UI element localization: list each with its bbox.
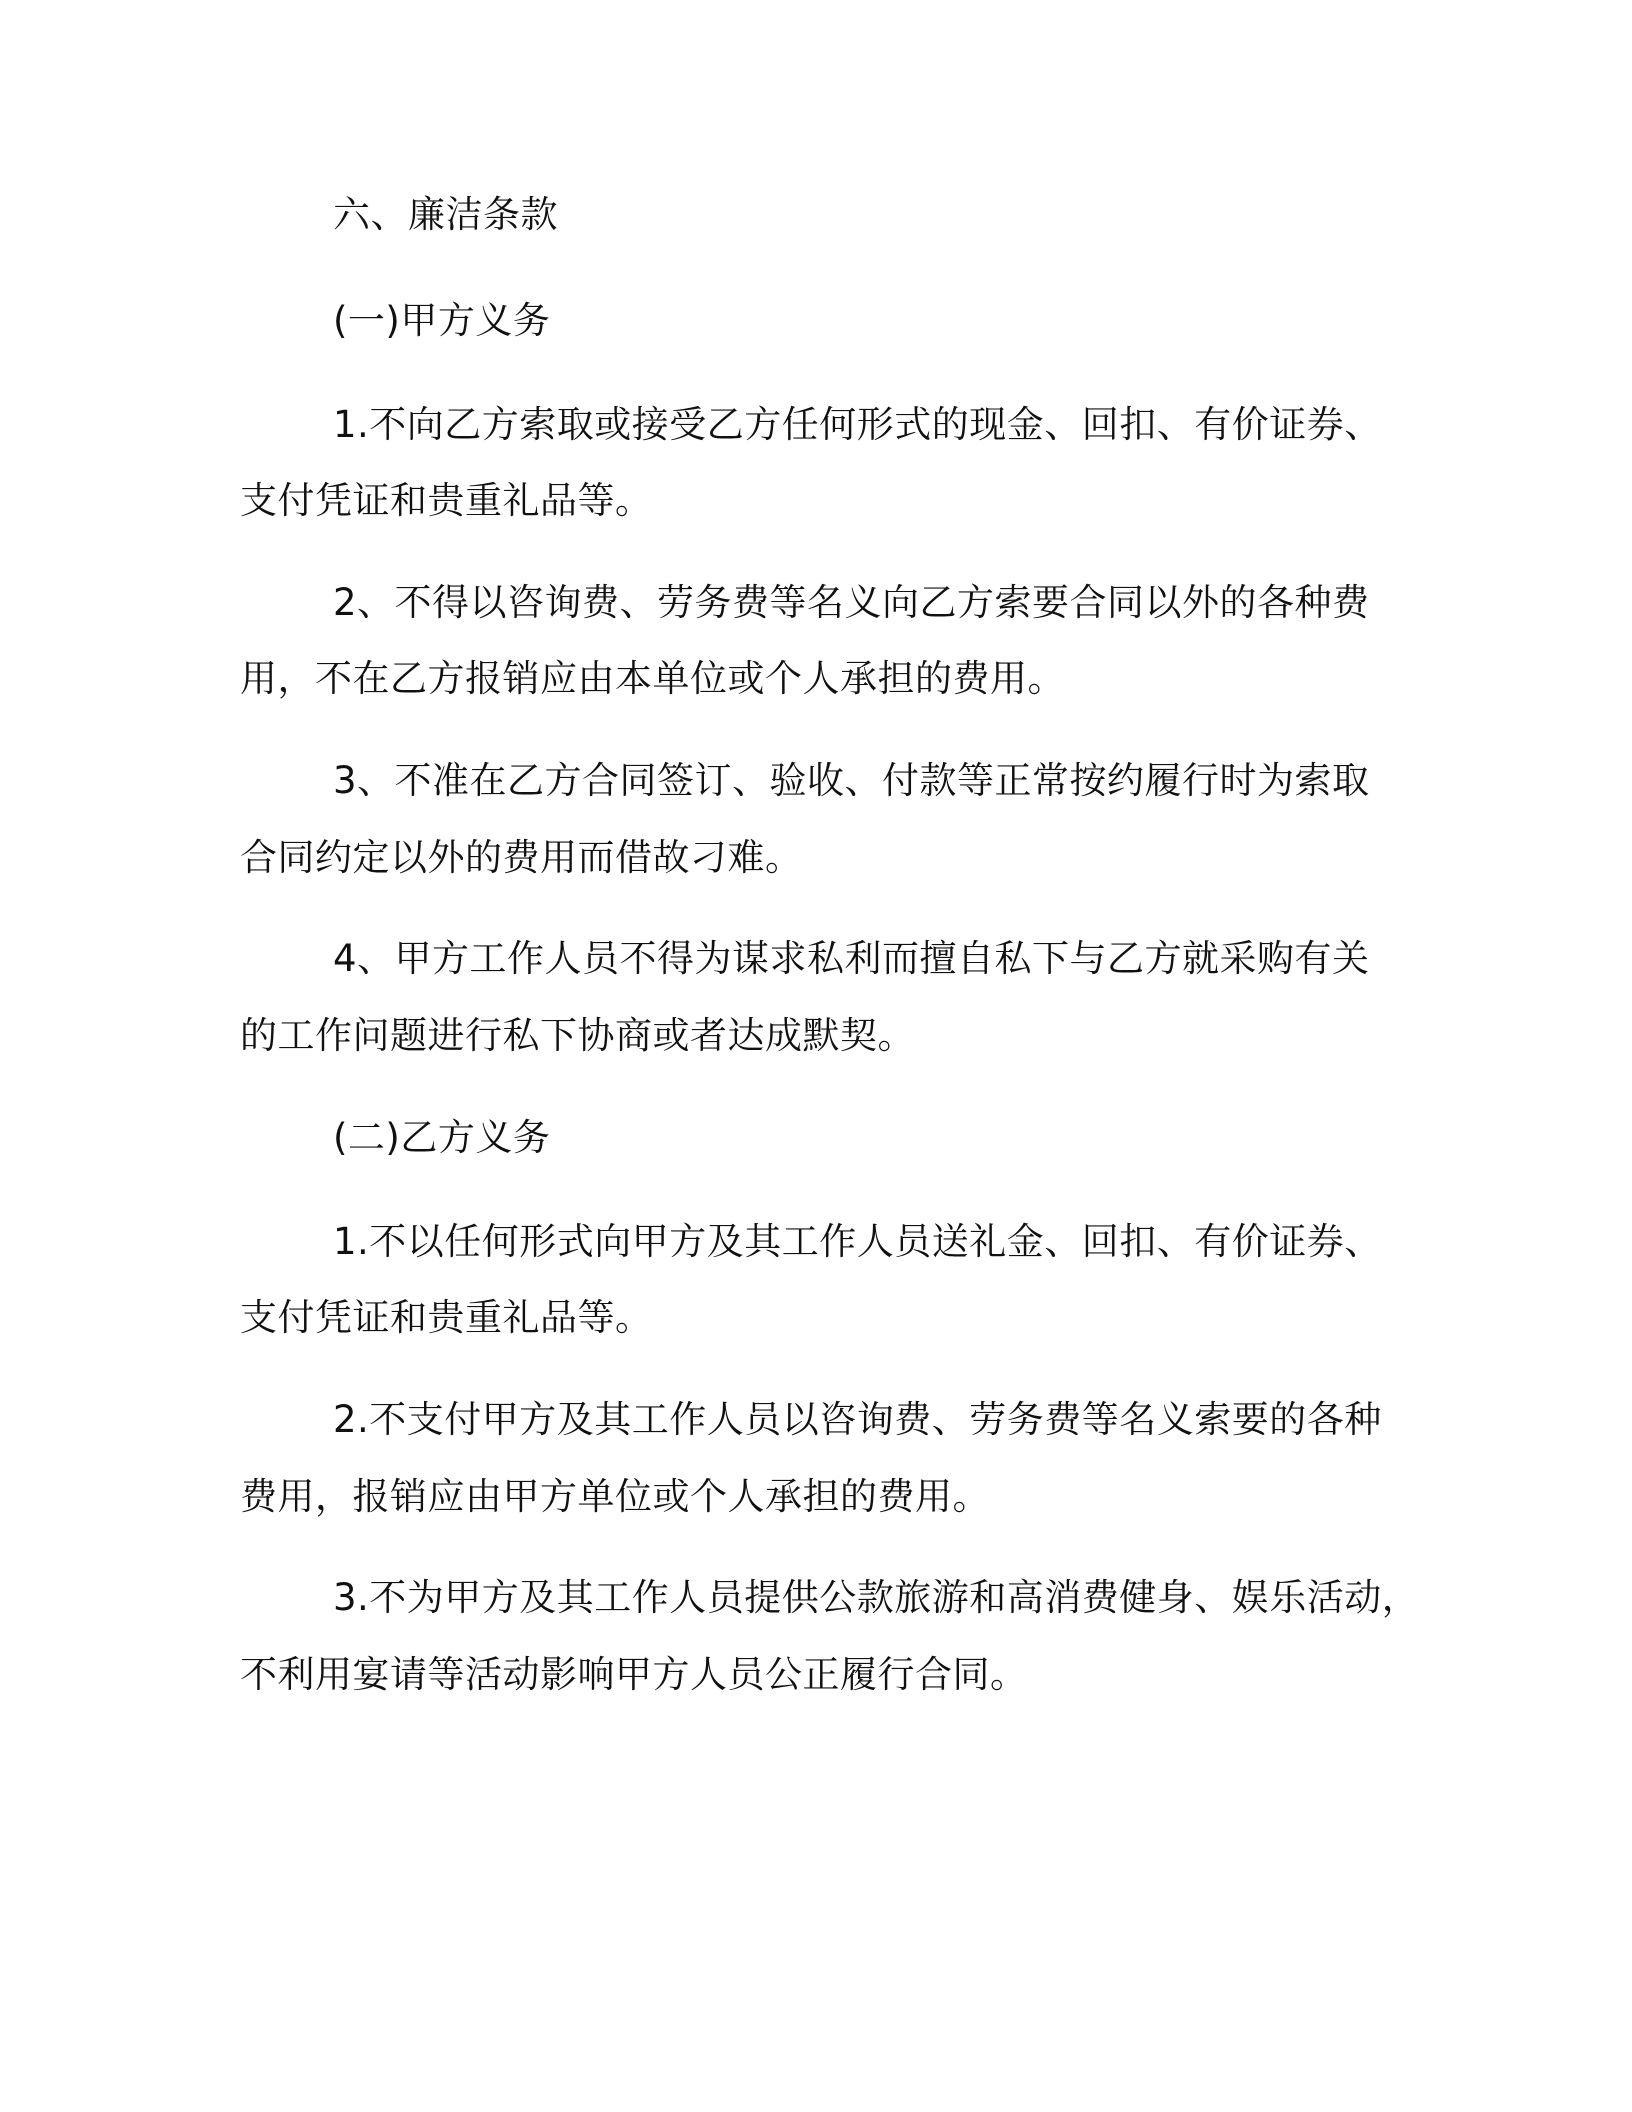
party-a-item-1-line-2: 支付凭证和贵重礼品等。	[240, 479, 653, 522]
party-b-item-3-line-2: 不利用宴请等活动影响甲方人员公正履行合同。	[240, 1653, 1028, 1696]
party-a-item-4-line-1: 4、甲方工作人员不得为谋求私利而擅自私下与乙方就采购有关	[333, 937, 1370, 980]
party-a-item-2-line-2: 用，不在乙方报销应由本单位或个人承担的费用。	[240, 657, 1065, 700]
party-a-item-2-line-1: 2、不得以咨询费、劳务费等名义向乙方索要合同以外的各种费	[333, 581, 1370, 624]
party-b-item-2-line-2: 费用，报销应由甲方单位或个人承担的费用。	[240, 1475, 990, 1518]
party-a-item-1-line-1: 1.不向乙方索取或接受乙方任何形式的现金、回扣、有价证券、	[333, 403, 1382, 446]
party-a-item-4-line-2: 的工作问题进行私下协商或者达成默契。	[240, 1014, 915, 1057]
party-a-heading: (一)甲方义务	[333, 299, 551, 342]
party-b-item-2-line-1: 2.不支付甲方及其工作人员以咨询费、劳务费等名义索要的各种	[333, 1398, 1382, 1441]
party-b-item-1-line-1: 1.不以任何形式向甲方及其工作人员送礼金、回扣、有价证券、	[333, 1220, 1382, 1263]
party-a-item-3-line-2: 合同约定以外的费用而借故刁难。	[240, 836, 803, 879]
party-b-item-3-line-1: 3.不为甲方及其工作人员提供公款旅游和高消费健身、娱乐活动，	[333, 1576, 1420, 1619]
section-title: 六、廉洁条款	[333, 193, 558, 236]
party-a-item-3-line-1: 3、不准在乙方合同签订、验收、付款等正常按约履行时为索取	[333, 759, 1370, 802]
party-b-heading: (二)乙方义务	[333, 1116, 551, 1159]
party-b-item-1-line-2: 支付凭证和贵重礼品等。	[240, 1296, 653, 1339]
